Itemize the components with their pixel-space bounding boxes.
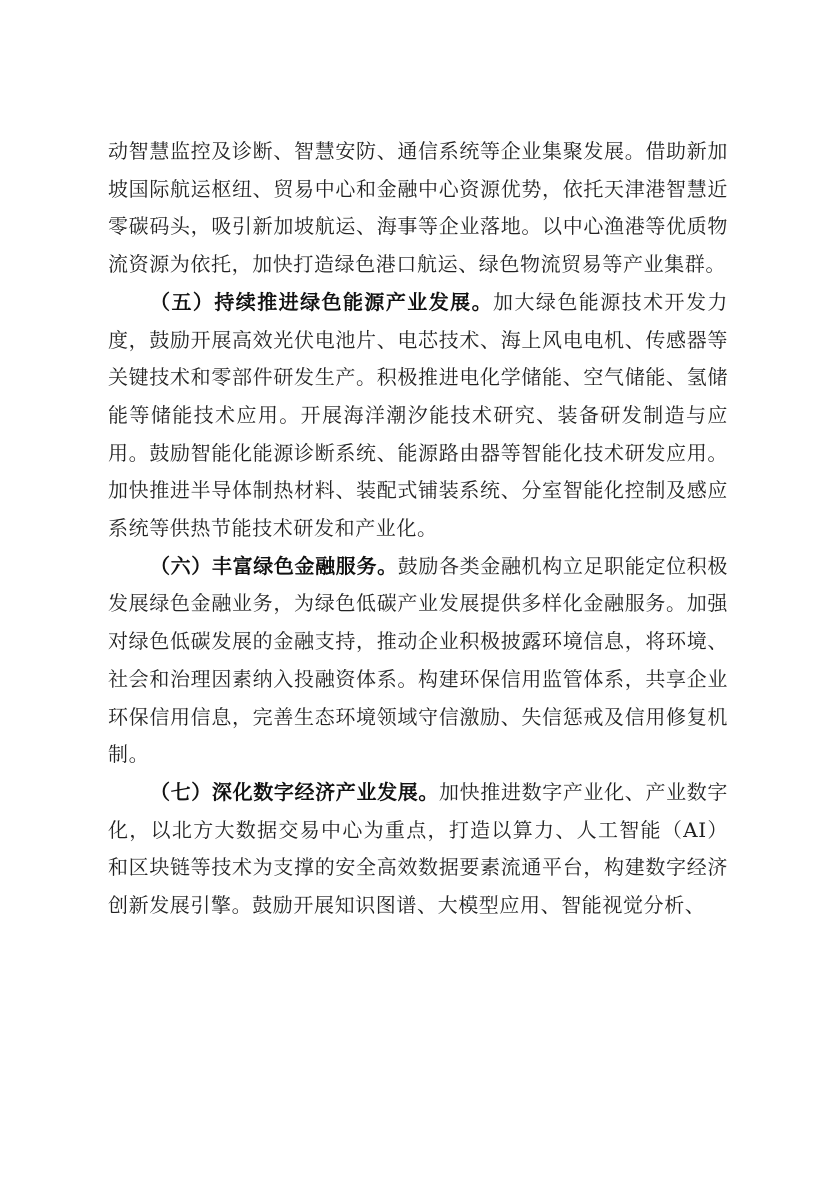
- section-heading: （七）深化数字经济产业发展。: [150, 779, 440, 804]
- paragraph-body-text: 鼓励各类金融机构立足职能定位积极发展绿色金融业务，为绿色低碳产业发展提供多样化金融服务。加强对绿色低碳发展的金融支持，推动企业积极披露环境信息，将环境、社会和治理因素纳入投融资体系。构建环保信用监管体系，共享企业环保信用信息，完善生态环境领域守信激励、失信惩戒及信用修复机制。: [108, 553, 728, 767]
- paragraph-section-6: [108, 548, 728, 774]
- paragraph-body-text: 加快推进数字产业化、产业数字化，以北方大数据交易中心为重点，打造以算力、人工智能（AI）和区块链等技术为支撑的安全高效数据要素流通平台，构建数字经济创新发展引擎。鼓励开展知识图谱、大模型应用、智能视觉分析、: [108, 779, 728, 918]
- document-body: [108, 133, 728, 925]
- section-heading: （六）丰富绿色金融服务。: [150, 553, 398, 578]
- paragraph-body-text: 加大绿色能源技术开发力度，鼓励开展高效光伏电池片、电芯技术、海上风电电机、传感器等关键技术和零部件研发生产。积极推进电化学储能、空气储能、氢储能等储能技术应用。开展海洋潮汐能技术研究、装备研发制造与应用。鼓励智能化能源诊断系统、能源路由器等智能化技术研发应用。加快推进半导体制热材料、装配式铺装系统、分室智能化控制及感应系统等供热节能技术研发和产业化。: [108, 289, 728, 541]
- paragraph-section-7: [108, 774, 728, 925]
- paragraph-body-text: 动智慧监控及诊断、智慧安防、通信系统等企业集聚发展。借助新加坡国际航运枢纽、贸易中心和金融中心资源优势，依托天津港智慧近零碳码头，吸引新加坡航运、海事等企业落地。以中心渔港等优质物流资源为依托，加快打造绿色港口航运、绿色物流贸易等产业集群。: [108, 139, 728, 277]
- paragraph-continuation: [108, 133, 728, 284]
- paragraph-section-5: [108, 284, 728, 548]
- section-heading: （五）持续推进绿色能源产业发展。: [150, 289, 494, 314]
